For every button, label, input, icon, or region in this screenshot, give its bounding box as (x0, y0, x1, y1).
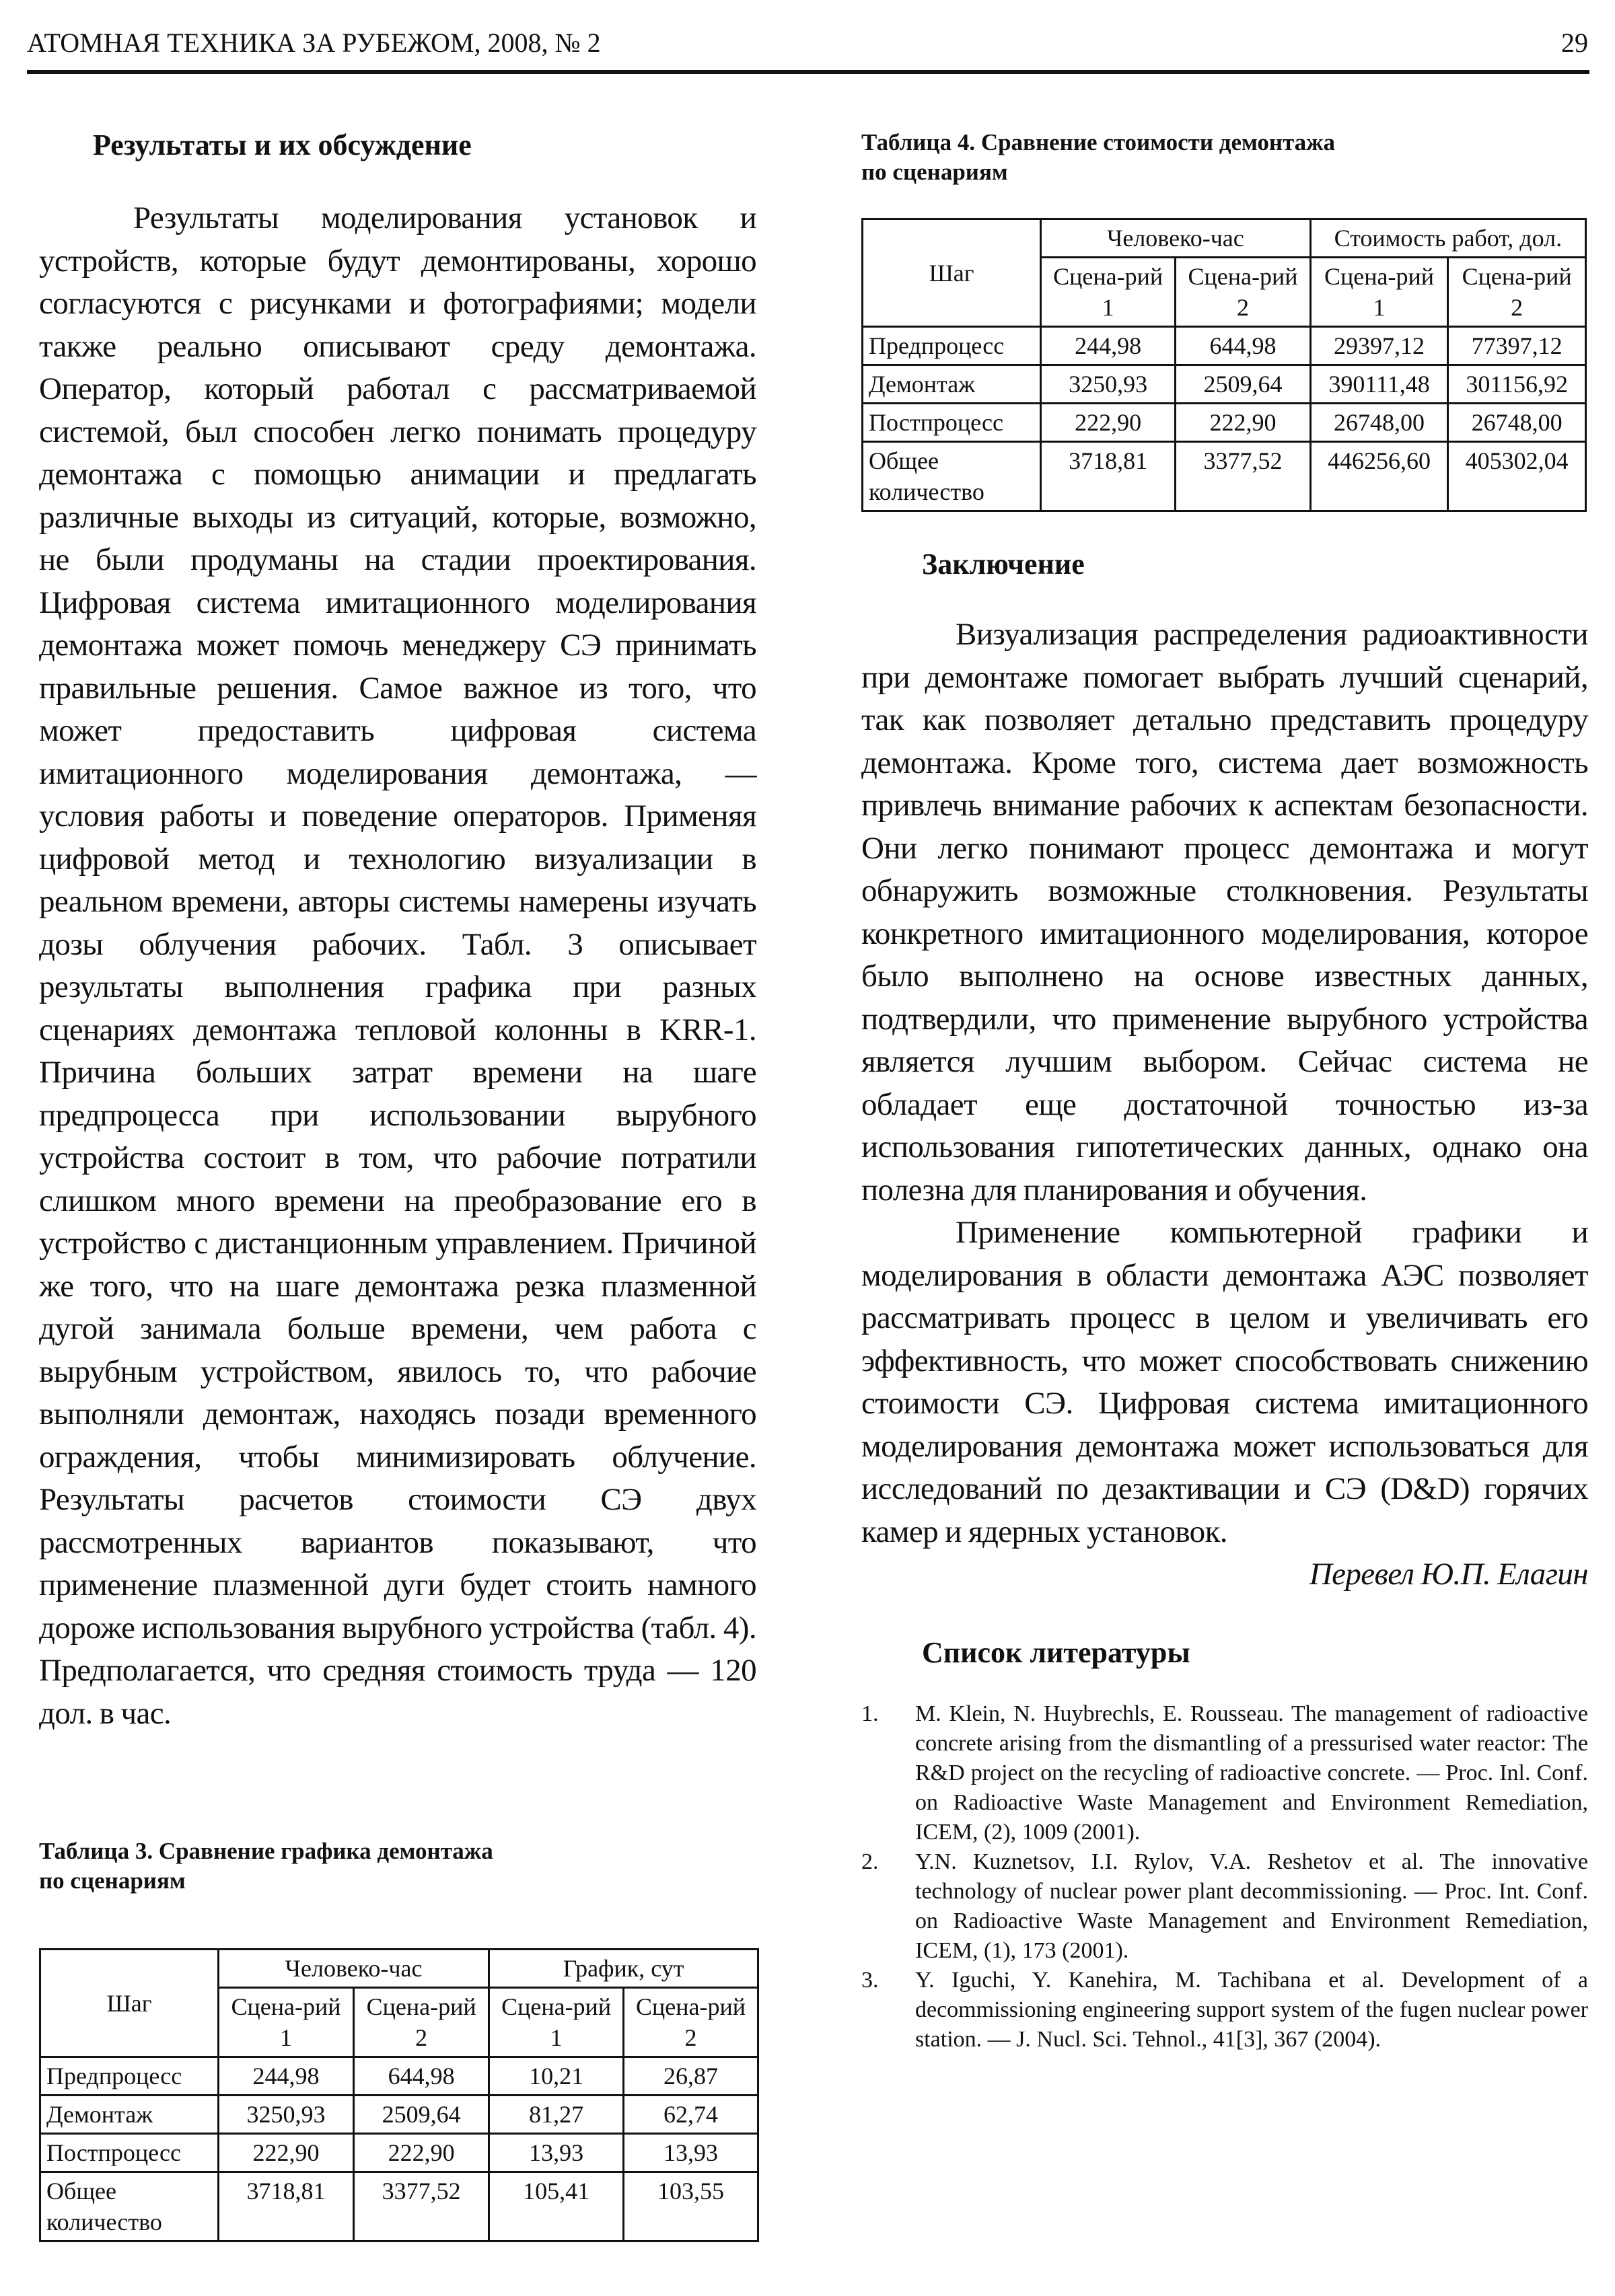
table4-step: Демонтаж (863, 365, 1041, 404)
table4-header-step: Шаг (863, 219, 1041, 327)
table3-header-schedule: График, сут (489, 1950, 758, 1988)
references-list (861, 1699, 1588, 2054)
table3-subheader: Сцена-рий 2 (624, 1988, 758, 2057)
section-title-results: Результаты и их обсуждение (93, 128, 472, 161)
table-row (40, 2172, 758, 2242)
table4-cell: 244,98 (1041, 327, 1176, 365)
table4-cell: 446256,60 (1310, 442, 1448, 511)
table4-step: Постпроцесс (863, 404, 1041, 442)
table4-cell: 29397,12 (1310, 327, 1448, 365)
table-row (40, 2134, 758, 2172)
table4-cell: 644,98 (1176, 327, 1310, 365)
table4-cell: 77397,12 (1448, 327, 1586, 365)
table4-subheader: Сцена-рий 1 (1310, 258, 1448, 327)
table3-cell: 2509,64 (354, 2096, 489, 2134)
reference-text: Y.N. Kuznetsov, I.I. Rylov, V.A. Reshetov et al. The innovative technology of nuclear power plant decommissioning. — Proc. Int. Conf. on Radioactive Waste Management and Environment Remediation, ICEM, (1), 173 (2001). (915, 1849, 1588, 1963)
table4-cell: 26748,00 (1448, 404, 1586, 442)
table3-cell: 222,90 (219, 2134, 354, 2172)
table3-cell: 3718,81 (219, 2172, 354, 2242)
table4-caption-line1: Таблица 4. Сравнение стоимости демонтажа (861, 129, 1336, 155)
table3-cell: 103,55 (624, 2172, 758, 2242)
conclusion-paragraph-2: Применение компьютерной графики и моделирования в области демонтажа АЭС позволяет рассматривать процесс в целом и увеличивать его эффективность, что может способствовать снижению стоимости СЭ. Цифровая система имитационного моделирования демонтажа может использоваться для исследований по дезактивации и СЭ (D&D) горячих камер и ядерных установок. (861, 1215, 1588, 1549)
table-row (863, 442, 1586, 511)
table-row (40, 2096, 758, 2134)
table-row (40, 2057, 758, 2096)
table4-cell: 3250,93 (1041, 365, 1176, 404)
translator-credit: Перевел Ю.П. Елагин (1309, 1557, 1588, 1592)
table3-step: Постпроцесс (40, 2134, 219, 2172)
table3-cell: 81,27 (489, 2096, 624, 2134)
results-paragraph: Результаты моделирования установок и устройств, которые будут демонтированы, хорошо согласуются с рисунками и фотографиями; модели также реально описывают среду демонтажа. Оператор, который работал с рассматриваемой системой, был способен легко понимать процедуру демонтажа с помощью анимации и предлагать различные выходы из ситуаций, которые, возможно, не были продуманы на стадии проектирования. Цифровая система имитационного моделирования демонтажа может помочь менеджеру СЭ принимать правильные решения. Самое важное из того, что может предоставить цифровая система имитационного моделирования демонтажа, — условия работы и поведение операторов. Применяя цифровой метод и технологию визуализации в реальном времени, авторы системы намерены изучать дозы облучения рабочих. Табл. 3 описывает результаты выполнения графика при разных сценариях демонтажа тепловой колонны в KRR-1. Причина больших затрат времени на шаге предпроцесса при использовании вырубного устройства состоит в том, что рабочие потратили слишком много времени на преобразование его в устройство с дистанционным управлением. Причиной же того, что на шаге демонтажа резка плазменной дугой занимала больше времени, чем работа с вырубным устройством, явилось то, что рабочие выполняли демонтаж, находясь позади временного ограждения, чтобы минимизировать облучение. Результаты расчетов стоимости СЭ двух рассмотренных вариантов показывают, что применение плазменной дуги будет стоить намного дороже использования вырубного устройства (табл. 4). Предполагается, что средняя стоимость труда — 120 дол. в час. (39, 200, 756, 1731)
conclusion-paragraph-1: Визуализация распределения радиоактивности при демонтаже помогает выбрать лучший сценарий, так как позволяет детально представить процедуру демонтажа. Кроме того, система дает возможность привлечь внимание рабочих к аспектам безопасности. Они легко понимают процесс демонтажа и могут обнаружить возможные столкновения. Результаты конкретного имитационного моделирования, которое было выполнено на основе известных данных, подтвердили, что применение вырубного устройства является лучшим выбором. Сейчас система не обладает еще достаточной точностью из-за использования гипотетических данных, однако она полезна для планирования и обучения. (861, 617, 1588, 1208)
table4-cell: 2509,64 (1176, 365, 1310, 404)
table4-subheader: Сцена-рий 2 (1448, 258, 1586, 327)
journal-title: АТОМНАЯ ТЕХНИКА ЗА РУБЕЖОМ, 2008, № 2 (27, 28, 601, 58)
table3-header-step: Шаг (40, 1950, 219, 2057)
reference-number: 2. (861, 1849, 879, 1874)
table3-subheader: Сцена-рий 1 (489, 1988, 624, 2057)
table3-cell: 13,93 (624, 2134, 758, 2172)
table4-step: Общее количество (863, 442, 1041, 511)
table4-cell: 390111,48 (1310, 365, 1448, 404)
table3-cell: 644,98 (354, 2057, 489, 2096)
running-header (27, 27, 1588, 67)
table3-step: Демонтаж (40, 2096, 219, 2134)
table3-cell: 13,93 (489, 2134, 624, 2172)
table4 (861, 218, 1587, 512)
table4-cell: 3718,81 (1041, 442, 1176, 511)
table3-caption-line1: Таблица 3. Сравнение графика демонтажа (39, 1838, 493, 1864)
table4-header-manhours: Человеко-час (1041, 219, 1311, 258)
table4-cell: 301156,92 (1448, 365, 1586, 404)
table3-block (39, 1837, 756, 2242)
table3-caption (39, 1837, 756, 1896)
table-row (863, 327, 1586, 365)
left-column (39, 128, 756, 1735)
table3-caption-line2: по сценариям (39, 1867, 186, 1894)
table3 (39, 1948, 759, 2242)
reference-number: 1. (861, 1701, 879, 1726)
table4-cell: 222,90 (1176, 404, 1310, 442)
section-title-conclusion: Заключение (922, 548, 1085, 581)
table4-cell: 3377,52 (1176, 442, 1310, 511)
table4-cell: 405302,04 (1448, 442, 1586, 511)
table4-caption (861, 128, 1588, 187)
table3-cell: 244,98 (219, 2057, 354, 2096)
reference-text: M. Klein, N. Huybrechls, E. Rousseau. The management of radioactive concrete arising from the dismantling of a pressurised water reactor: The R&D project on the recycling of radioactive concrete. — Proc. Inl. Conf. on Radioactive Waste Management and Environment Remediation, ICEM, (2), 1009 (2001). (915, 1701, 1588, 1845)
header-rule (27, 70, 1589, 74)
table4-subheader: Сцена-рий 2 (1176, 258, 1310, 327)
table3-cell: 26,87 (624, 2057, 758, 2096)
right-column (861, 128, 1588, 2054)
table4-cell: 222,90 (1041, 404, 1176, 442)
table3-cell: 10,21 (489, 2057, 624, 2096)
table3-subheader: Сцена-рий 2 (354, 1988, 489, 2057)
table3-step: Предпроцесс (40, 2057, 219, 2096)
table4-caption-line2: по сценариям (861, 159, 1008, 185)
table3-header-manhours: Человеко-час (219, 1950, 489, 1988)
table-row (863, 365, 1586, 404)
page-number: 29 (1561, 28, 1588, 58)
table3-cell: 3377,52 (354, 2172, 489, 2242)
table3-cell: 62,74 (624, 2096, 758, 2134)
reference-item (861, 1847, 1588, 1966)
table4-step: Предпроцесс (863, 327, 1041, 365)
table4-subheader: Сцена-рий 1 (1041, 258, 1176, 327)
table3-cell: 222,90 (354, 2134, 489, 2172)
reference-number: 3. (861, 1967, 879, 1993)
table3-subheader: Сцена-рий 1 (219, 1988, 354, 2057)
table-row (863, 404, 1586, 442)
table4-cell: 26748,00 (1310, 404, 1448, 442)
table4-header-cost: Стоимость работ, дол. (1310, 219, 1585, 258)
table3-cell: 3250,93 (219, 2096, 354, 2134)
table3-step: Общее количество (40, 2172, 219, 2242)
reference-item (861, 1699, 1588, 1847)
table3-cell: 105,41 (489, 2172, 624, 2242)
section-title-references: Список литературы (922, 1635, 1190, 1669)
reference-item (861, 1966, 1588, 2054)
reference-text: Y. Iguchi, Y. Kanehira, M. Tachibana et al. Development of a decommissioning engineering support system of the fugen nuclear power station. — J. Nucl. Sci. Tehnol., 41[3], 367 (2004). (915, 1967, 1588, 2052)
